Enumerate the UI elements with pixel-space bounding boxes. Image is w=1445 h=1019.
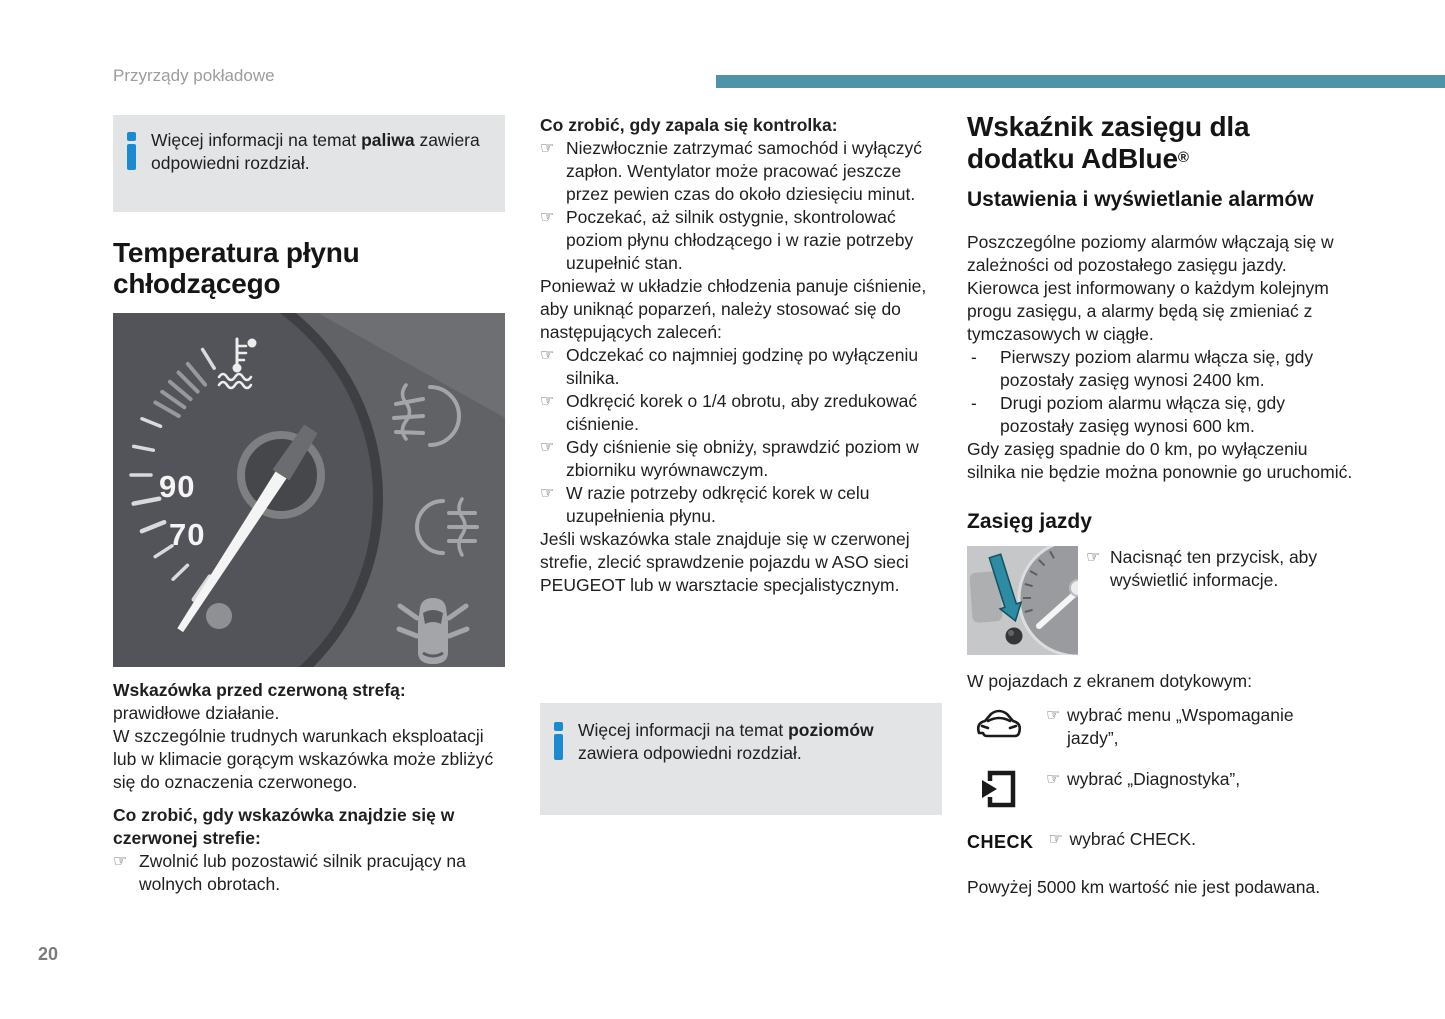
pointing-hand-icon: ☞ — [540, 347, 555, 364]
pointing-hand-icon: ☞ — [1046, 707, 1061, 724]
pointing-hand-icon: ☞ — [113, 853, 128, 870]
list-item: - Pierwszy poziom alarmu włącza się, gdy pozostały zasięg wynosi 2400 km. — [967, 346, 1359, 392]
middle-paragraph-1: Ponieważ w układzie chłodzenia panuje ciśnienie, aby uniknąć poparzeń, należy stosować się do następujących zaleceń: — [540, 276, 927, 342]
press-button-bullet: ☞ Nacisnąć ten przycisk, aby wyświetlić informacje. — [1074, 546, 1364, 592]
diagnostics-enter-icon — [967, 768, 1031, 810]
subtitle-alarms: Ustawienia i wyświetlanie alarmów — [967, 188, 1314, 211]
pointing-hand-icon: ☞ — [540, 439, 555, 456]
gauge-label-70: 70 — [169, 517, 206, 552]
bullet-item: ☞ Niezwłocznie zatrzymać samochód i wyłączyć zapłon. Wentylator może pracować jeszcze przez pewien czas do około dziesięciu minut. — [540, 138, 922, 204]
pointing-hand-icon: ☞ — [1048, 831, 1063, 848]
red-zone-bullet: ☞ Zwolnić lub pozostawić silnik pracujący na wolnych obrotach. — [113, 851, 466, 894]
section-title-coolant-temperature: Temperatura płynu chłodzącego — [113, 237, 360, 299]
pointing-hand-icon: ☞ — [540, 485, 555, 502]
coolant-gauge-image — [113, 313, 505, 667]
section-title-adblue: Wskaźnik zasięgu dla dodatku AdBlue® — [967, 111, 1250, 174]
menu-row-driving-assist: ☞ wybrać menu „Wspomaganie jazdy”, — [967, 704, 1367, 750]
gauge-caption-block — [113, 679, 505, 896]
adblue-paragraph-3: Powyżej 5000 km wartość nie jest podawana. — [967, 877, 1321, 897]
red-zone-heading: Co zrobić, gdy wskazówka znajdzie się w czerwonej strefie: — [113, 805, 455, 848]
pointing-hand-icon: ☞ — [540, 209, 555, 226]
middle-paragraph-2: Jeśli wskazówka stale znajduje się w czerwonej strefie, zlecić sprawdzenie pojazdu w ASO sieci PEUGEOT lub w warsztacie specjalistycznym. — [540, 529, 910, 595]
dash-bullet: - — [971, 347, 977, 367]
menu-row-diagnostics: ☞ wybrać „Diagnostyka”, — [967, 768, 1367, 810]
info-icon — [554, 722, 563, 760]
caption-heading: Wskazówka przed czerwoną strefą: — [113, 680, 406, 700]
adblue-paragraph-1: Poszczególne poziomy alarmów włączają się w zależności od pozostałego zasięgu jazdy. Kierowca jest informowany o każdym kolejnym progu zasięgu, a alarmy będą się zmieniać z tymczasowych w ciągłe. — [967, 232, 1334, 344]
touch-screen-intro: W pojazdach z ekranem dotykowym: — [967, 671, 1252, 691]
display-button — [1006, 628, 1023, 645]
accent-bar — [716, 75, 1445, 88]
list-item: - Drugi poziom alarmu włącza się, gdy pozostały zasięg wynosi 600 km. — [967, 392, 1359, 438]
page-number: 20 — [38, 944, 59, 964]
bullet-item: ☞ Gdy ciśnienie się obniży, sprawdzić poziom w zbiorniku wyrównawczym. — [540, 437, 919, 480]
running-header: Przyrządy pokładowe — [113, 66, 275, 85]
pointing-hand-icon: ☞ — [1086, 549, 1101, 566]
info-box-levels — [540, 703, 942, 815]
caption-paragraph: W szczególnie trudnych warunkach eksploatacji lub w klimacie gorącym wskazówka może zbliżyć się do oznaczenia czerwonego. — [113, 726, 494, 792]
alarm-levels-list — [967, 346, 1359, 438]
info-box-fuel — [113, 115, 505, 212]
bullet-item: ☞ W razie potrzeby odkręcić korek w celu uzupełnienia płynu. — [540, 483, 870, 526]
min-stop-dot — [206, 603, 232, 629]
pointing-hand-icon: ☞ — [1046, 771, 1061, 788]
car-icon — [967, 704, 1031, 740]
dash-bullet: - — [971, 393, 977, 413]
caption-line: prawidłowe działanie. — [113, 703, 280, 723]
pointing-hand-icon: ☞ — [540, 393, 555, 410]
info-box-fuel-text: Więcej informacji na temat paliwa zawiera odpowiedni rozdział. — [151, 130, 480, 173]
warning-lamp-procedure — [540, 114, 942, 597]
pointing-hand-icon: ☞ — [540, 140, 555, 157]
check-label: CHECK — [967, 832, 1034, 852]
gauge-label-90: 90 — [159, 469, 196, 504]
bullet-item: ☞ Odkręcić korek o 1/4 obrotu, aby zredukować ciśnienie. — [540, 391, 918, 434]
info-icon — [127, 132, 136, 170]
bullet-item: ☞ Poczekać, aż silnik ostygnie, skontrolować poziom płynu chłodzącego i w razie potrzeby uzupełnić stan. — [540, 207, 914, 273]
menu-row-check: CHECK ☞ wybrać CHECK. — [967, 829, 1196, 852]
adblue-paragraph-2: Gdy zasięg spadnie do 0 km, po wyłączeniu silnika nie będzie można ponownie go uruchomić. — [967, 439, 1353, 482]
bullet-item: ☞ Odczekać co najmniej godzinę po wyłączeniu silnika. — [540, 345, 919, 388]
subtitle-range: Zasięg jazdy — [967, 510, 1092, 533]
cluster-button-image — [967, 546, 1078, 655]
info-box-levels-text: Więcej informacji na temat poziomów zawiera odpowiedni rozdział. — [578, 720, 874, 763]
registered-mark: ® — [1177, 149, 1189, 166]
middle-heading: Co zrobić, gdy zapala się kontrolka: — [540, 115, 838, 135]
